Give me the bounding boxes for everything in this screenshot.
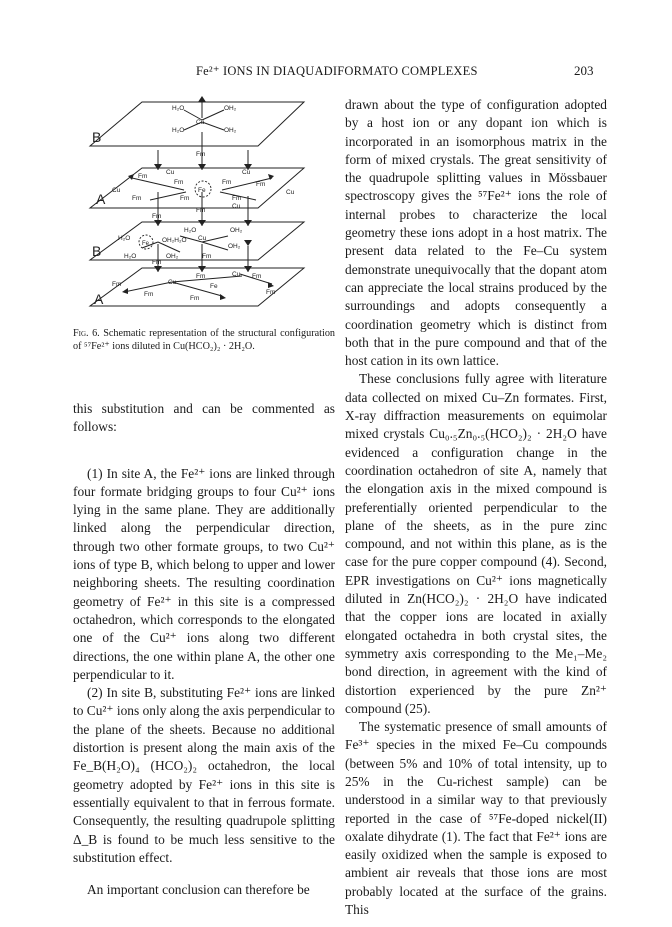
page-header xyxy=(0,63,672,81)
svg-text:Fe: Fe xyxy=(142,241,150,247)
svg-text:Fm: Fm xyxy=(266,289,276,296)
svg-text:Fm: Fm xyxy=(112,281,122,288)
right-column xyxy=(345,96,607,919)
sheet-a-upper xyxy=(90,168,304,208)
svg-text:Fm: Fm xyxy=(222,179,232,186)
svg-text:Fm: Fm xyxy=(252,273,262,280)
svg-text:Fe: Fe xyxy=(198,187,206,194)
svg-text:Cu: Cu xyxy=(166,169,175,176)
svg-text:OH₂: OH₂ xyxy=(230,227,243,234)
svg-text:H₂O: H₂O xyxy=(118,235,131,242)
svg-text:Cu: Cu xyxy=(196,119,205,126)
svg-text:Fm: Fm xyxy=(232,195,242,202)
structure-diagram xyxy=(72,96,336,330)
svg-text:Fm: Fm xyxy=(180,195,190,202)
svg-text:Fm: Fm xyxy=(196,207,206,214)
svg-text:Fm: Fm xyxy=(202,253,212,260)
svg-text:Fe: Fe xyxy=(210,283,218,290)
svg-text:OH₂: OH₂ xyxy=(228,243,241,250)
literature-paragraph: These conclusions fully agree with literature data collected on mixed Cu–Zn formates. First, X-ray diffraction measurements on equimolar mixed crystals Cu₀.₅Zn₀.₅(HCO₂)₂ · 2H₂O have evidenced a configuration change in the coordination octahedron of site A, namely that the elongation axis in the mixed compound is preferentially oriented perpendicular to the plane of the sheets, as in the pure zinc compound, and not within this plane, as is the case for the pure copper compound (4). Second, EPR investigations on Cu²⁺ ions magnetically diluted in Zn(HCO₂)₂ · 2H₂O have indicated that the copper ions are located in axially elongated octahedra in both crystal sites, the symmetry axis corresponding to the Me₁–Me₂ bond direction, in agreement with the kind of distortion experienced by the pure Zn²⁺ compound (25). xyxy=(345,371,607,716)
svg-text:H₂O: H₂O xyxy=(172,105,185,112)
svg-text:Fm: Fm xyxy=(256,181,266,188)
svg-text:OH₂: OH₂ xyxy=(224,127,237,134)
page-number: 203 xyxy=(574,63,594,78)
svg-text:Fm: Fm xyxy=(152,213,162,220)
layer-label-b-lower: B xyxy=(92,243,102,259)
svg-text:Cu: Cu xyxy=(198,235,207,242)
svg-text:Fm: Fm xyxy=(196,151,206,158)
svg-text:Fm: Fm xyxy=(152,259,162,266)
svg-text:Fm: Fm xyxy=(144,291,154,298)
site-a-paragraph: (1) In site A, the Fe²⁺ ions are linked through four formate bridging groups to four Cu²⁺ ions lying in the same plane. They are additionally linked along the perpendicular direction, through two other formate groups, to two Cu²⁺ ions of type B, which belong to upper and lower neighboring sheets. The resulting coordination geometry of Fe²⁺ in this site is a compressed octahedron, which corresponds to the elongated one of the Cu²⁺ ions along two different directions, the one within plane A, the other one perpendicular to it. xyxy=(73,465,335,682)
left-intro-paragraph: this substitution and can be commented as follows: xyxy=(73,401,335,435)
continuation-paragraph: drawn about the type of configuration adopted by a host ion or any dopant ion which is incorporated in an isomorphous matrix in the form of mixed crystals. The great sensitivity of the quadrupole splitting values in Mössbauer spectroscopy gives the ⁵⁷Fe²⁺ ions the role of internal probes to characterize the local geometry these ions adopt in a host matrix. The present data related to the Fe–Cu system demonstrate unequivocally that the dopant atom can appreciate the local strains produced by the surroundings and adopts consequently a coordination geometry which is distinct from both that in the pure compound and that of the host cation in its own lattice. xyxy=(345,97,607,369)
svg-text:H₂O: H₂O xyxy=(172,127,185,134)
svg-text:Fm: Fm xyxy=(138,173,148,180)
svg-text:H₂O: H₂O xyxy=(124,253,137,260)
svg-text:H₂O: H₂O xyxy=(184,227,197,234)
fe3-paragraph: The systematic presence of small amounts of Fe³⁺ species in the mixed Fe–Cu compounds (between 5% and 10% of total intensity, up to 25% in the Cu-richest sample) can be understood in a similar way to that previously reported in the case of ⁵⁷Fe-doped nickel(II) oxalate dihydrate (1). The fact that Fe²⁺ ions are easily oxidized when the sample is exposed to ambient air reveals that those ions are most probably located at the surface of the grains. This xyxy=(345,719,607,918)
svg-text:OH₂: OH₂ xyxy=(224,105,237,112)
layer-label-a-upper: A xyxy=(96,191,106,207)
svg-text:Fm: Fm xyxy=(132,195,142,202)
figure-caption xyxy=(73,327,335,353)
figure-caption-label: Fig. 6. xyxy=(73,328,100,339)
running-head: Fe²⁺ IONS IN DIAQUADIFORMATO COMPLEXES xyxy=(196,64,478,78)
svg-text:OH₂H₂O: OH₂H₂O xyxy=(162,237,187,244)
svg-text:Cu: Cu xyxy=(112,187,121,194)
svg-text:Cu: Cu xyxy=(242,169,251,176)
svg-text:OH₂: OH₂ xyxy=(166,253,179,260)
layer-label-a-lower: A xyxy=(94,291,104,307)
svg-text:Cu: Cu xyxy=(232,203,241,210)
svg-text:Fm: Fm xyxy=(174,179,184,186)
svg-text:Cu: Cu xyxy=(168,279,177,286)
svg-text:Cu: Cu xyxy=(286,189,295,196)
conclusion-paragraph: An important conclusion can therefore be xyxy=(87,882,310,898)
figure-caption-text: Schematic representation of the structural configuration of ⁵⁷Fe²⁺ ions diluted in Cu(HCO₂)₂ · 2H₂O. xyxy=(73,328,336,353)
svg-text:Fm: Fm xyxy=(190,295,200,302)
svg-text:Fm: Fm xyxy=(196,273,206,280)
site-b-paragraph: (2) In site B, substituting Fe²⁺ ions are linked to Cu²⁺ ions only along the axis perpendicular to the plane of the sheets. Because no additional distortion is present along the main axis of the Fe_B(H₂O)₄ (HCO₂)₂ octahedron, the local geometry adopted by Fe²⁺ ions in this site is essentially equivalent to that in ferrous formate. Consequently, the resulting quadrupole splitting Δ_B is found to be much less sensitive to the substitution effect. xyxy=(73,685,335,865)
layer-label-b-upper: B xyxy=(92,129,102,145)
left-column xyxy=(73,400,335,899)
svg-text:Cu: Cu xyxy=(232,271,241,278)
figure-structural-schematic xyxy=(72,96,336,330)
